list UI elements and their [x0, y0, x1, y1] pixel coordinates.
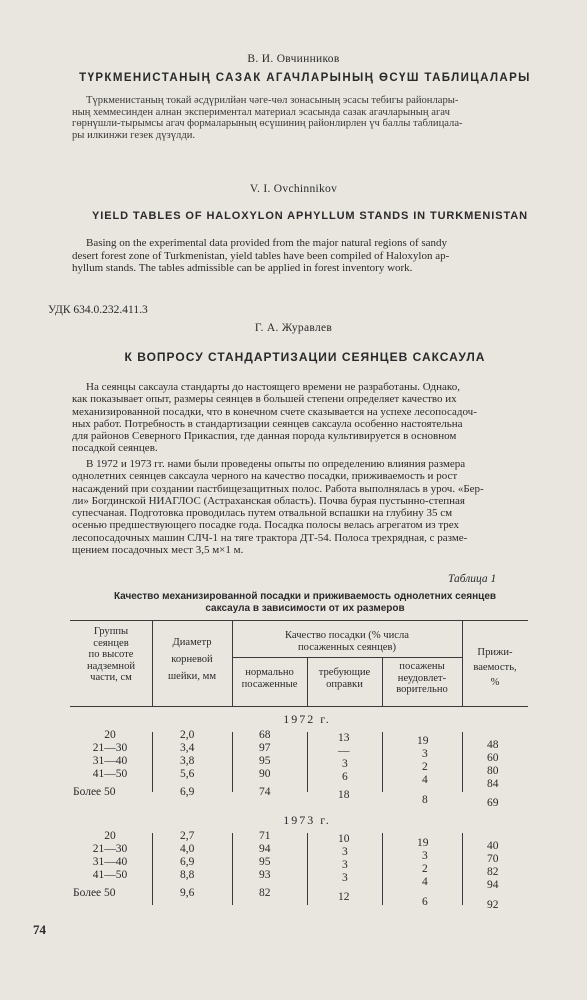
- header-line: оправки: [326, 678, 363, 690]
- table-cell-group: Более 50: [73, 887, 116, 899]
- table-cell-diameter: 3,4: [180, 742, 195, 754]
- table-cell-group: Более 50: [73, 786, 116, 798]
- table-cell-unsatisfactory: 3: [422, 748, 428, 760]
- english-abstract-line: desert forest zone of Turkmenistan, yield tables have been compiled of Haloxylon ap-: [72, 249, 450, 262]
- paragraph-line: как показывает опыт, размеры сеянцев в большей степени определяет качество их: [72, 393, 457, 406]
- block-divider: [382, 732, 383, 792]
- table-cell-group: 20: [104, 830, 116, 842]
- paragraph-line: супесчаная. Подготовка проводилась путем отвальной вспашки на глубину 35 см: [72, 507, 453, 520]
- table-cell-unsatisfactory: 2: [422, 863, 428, 875]
- table-cell-diameter: 5,6: [180, 768, 195, 780]
- table-cell-requiring: 3: [342, 846, 348, 858]
- table-cell-unsatisfactory: 4: [422, 774, 428, 786]
- header-unsatisfactory: [382, 661, 462, 696]
- table-cell-diameter: 9,6: [180, 887, 195, 899]
- header-line: требующие: [318, 667, 371, 678]
- table-cell-requiring: 12: [338, 891, 350, 903]
- block-divider: [462, 833, 463, 905]
- table-cell-unsatisfactory: 8: [422, 794, 428, 806]
- paragraph-line: В 1972 и 1973 гг. нами были проведены опыты по определению влияния размера: [86, 458, 466, 470]
- table-cell-survival: 70: [487, 853, 499, 865]
- table-cell-unsatisfactory: 2: [422, 761, 428, 773]
- table-cell-normal: 94: [259, 843, 271, 855]
- table-cell-group: 21—30: [92, 742, 128, 754]
- table-top-rule: [70, 620, 528, 621]
- english-abstract: [72, 237, 562, 275]
- english-author: V. I. Ovchinnikov: [249, 183, 338, 195]
- table-cell-requiring: 3: [342, 758, 348, 770]
- header-line: посаженные: [241, 678, 298, 690]
- block-divider: [307, 732, 308, 792]
- header-line: посажены: [399, 661, 445, 672]
- turkmen-abstract-line: ры илкинжи гезек дүзүлди.: [72, 129, 196, 141]
- header-line: Качество посадки (% числа: [284, 630, 409, 641]
- header-line: неудовлет-: [397, 672, 447, 684]
- year-heading: 1972 г.: [283, 712, 331, 726]
- paragraph-line: ли» Богдинской НИАГЛОС (Астраханская область). Почва бурая пустынно-степная: [72, 494, 465, 507]
- header-normal: [232, 667, 307, 690]
- table-cell-unsatisfactory: 19: [417, 735, 429, 747]
- turkmen-abstract: [72, 95, 562, 141]
- table-cell-requiring: 10: [338, 833, 350, 845]
- header-requiring: [307, 667, 382, 690]
- english-abstract-line: Basing on the experimental data provided from the major natural regions of sandy: [86, 237, 448, 249]
- header-line: Прижи-: [477, 647, 513, 658]
- table-caption-line: саксаула в зависимости от их размеров: [205, 603, 405, 614]
- header-line: нормально: [245, 667, 294, 678]
- table-cell-normal: 93: [259, 869, 271, 881]
- article-author: Г. А. Журавлев: [254, 322, 333, 334]
- table-cell-survival: 84: [487, 778, 499, 790]
- block-divider: [462, 732, 463, 792]
- table-cell-survival: 82: [487, 866, 499, 878]
- table-cell-diameter: 4,0: [180, 843, 195, 855]
- table-cell-group: 41—50: [92, 768, 128, 780]
- block-divider: [152, 732, 153, 792]
- block-divider: [232, 732, 233, 792]
- paragraph-line: На сеянцы саксаула стандарты до настоящего времени не разработаны. Однако,: [86, 381, 460, 393]
- turkmen-abstract-line: гөрнүшли-тырымсы агач формаларының өсүшиниң районлирлен үч баллы таблицала-: [72, 118, 463, 130]
- header-diameter: [152, 634, 232, 685]
- table-cell-requiring: 13: [338, 732, 350, 744]
- block-divider: [382, 833, 383, 905]
- table-cell-normal: 90: [259, 768, 271, 780]
- paragraph-line: для районов Северного Прикаспия, где данная порода культивируется в основном: [72, 430, 457, 443]
- table-cell-diameter: 2,0: [180, 729, 195, 741]
- paragraph-line: насаждений при создании пастбищезащитных полос. Работа выполнялась в уроч. «Бер-: [72, 482, 484, 495]
- table-caption-line: Качество механизированной посадки и приживаемость однолетних сеянцев: [113, 591, 497, 602]
- paragraph-line: осенью предшествующего посадке года. Посадка полосы велась агрегатом из трех: [72, 519, 460, 532]
- table-cell-diameter: 3,8: [180, 755, 195, 767]
- table-cell-survival: 92: [487, 899, 499, 911]
- block-divider: [152, 833, 153, 905]
- paragraph-line: механизированной посадки, что в конечном счете сказывается на успехе лесопосадоч-: [72, 405, 477, 418]
- table-subheader-rule: [232, 657, 462, 658]
- table-label: Таблица 1: [448, 573, 497, 585]
- table-cell-diameter: 8,8: [180, 869, 195, 881]
- header-quality: [232, 630, 462, 653]
- table-cell-normal: 95: [259, 856, 271, 868]
- udk-code: УДК 634.0.232.411.3: [48, 304, 148, 316]
- table-cell-unsatisfactory: 3: [422, 850, 428, 862]
- header-survival: [462, 645, 528, 690]
- turkmen-author: В. И. Овчинников: [247, 53, 340, 65]
- english-abstract-line: hyllum stands. The tables admissible can be applied in forest inventory work.: [72, 262, 413, 274]
- turkmen-abstract-line: ның хеммесинден алнан экспериментал материал эсасында сазак агачларының агач: [72, 106, 450, 118]
- header-line: Группы: [93, 626, 129, 637]
- header-line: ваемость,: [473, 662, 517, 673]
- page-number: 74: [33, 922, 46, 937]
- table-cell-group: 20: [104, 729, 116, 741]
- table-header-rule: [70, 706, 528, 707]
- header-groups: [70, 626, 152, 684]
- table-cell-diameter: 2,7: [180, 830, 195, 842]
- block-divider: [307, 833, 308, 905]
- header-line: сеянцев: [93, 637, 129, 649]
- table-cell-group: 31—40: [92, 856, 128, 868]
- table-cell-survival: 69: [487, 797, 499, 809]
- table-cell-requiring: 18: [338, 789, 350, 801]
- article-paragraph-2: [72, 458, 560, 556]
- table-cell-unsatisfactory: 19: [417, 837, 429, 849]
- table-cell-normal: 74: [259, 786, 271, 798]
- article-paragraph-1: [72, 381, 560, 455]
- article-title: К ВОПРОСУ СТАНДАРТИЗАЦИИ СЕЯНЦЕВ САКСАУЛА: [124, 350, 486, 364]
- paragraph-line: однолетних сеянцев саксаула черного на качество посадки, приживаемость и рост: [72, 470, 458, 483]
- table-cell-requiring: 3: [342, 859, 348, 871]
- table-caption: [50, 591, 560, 615]
- table-cell-requiring: 3: [342, 872, 348, 884]
- table-cell-group: 21—30: [92, 843, 128, 855]
- table-cell-survival: 48: [487, 739, 499, 751]
- header-line: части, см: [90, 672, 132, 683]
- table-cell-survival: 60: [487, 752, 499, 764]
- table-cell-normal: 68: [259, 729, 271, 741]
- year-heading: 1973 г.: [283, 813, 331, 827]
- paragraph-line: лесопосадочных машин СЛЧ-1 на тяге трактора ДТ-54. Полоса трехрядная, с разме-: [72, 531, 468, 544]
- header-line: %: [490, 677, 500, 688]
- paragraph-line: ных работ. Потребность в стандартизации сеянцев саксаула особенно настоятельна: [72, 417, 463, 430]
- header-line: посаженных сеянцев): [297, 641, 397, 653]
- paragraph-line: щением посадочных мест 3,5 м×1 м.: [72, 544, 244, 557]
- table-cell-survival: 94: [487, 879, 499, 891]
- table-cell-requiring: —: [338, 745, 350, 757]
- table-cell-normal: 97: [259, 742, 271, 754]
- table-cell-survival: 40: [487, 840, 499, 852]
- header-line: корневой: [171, 654, 213, 665]
- turkmen-title: ТҮРКМЕНИСТАНЫҢ САЗАК АГАЧЛАРЫНЫҢ ӨСҮШ ТАБЛИЦАЛАРЫ: [79, 72, 531, 84]
- table-cell-group: 41—50: [92, 869, 128, 881]
- paragraph-line: посадкой сеянцев.: [72, 442, 158, 455]
- table-cell-requiring: 6: [342, 771, 348, 783]
- table-cell-unsatisfactory: 4: [422, 876, 428, 888]
- table-cell-diameter: 6,9: [180, 856, 195, 868]
- table-cell-normal: 95: [259, 755, 271, 767]
- turkmen-abstract-line: Түркменистаның токай әсдүрилйән чәге-чөл зонасының эсасы тебигы районлары-: [86, 95, 459, 106]
- table-cell-group: 31—40: [92, 755, 128, 767]
- table-cell-survival: 80: [487, 765, 499, 777]
- header-line: надземной: [86, 660, 136, 672]
- header-line: Диаметр: [172, 637, 212, 648]
- header-line: по высоте: [88, 649, 134, 660]
- table-cell-normal: 82: [259, 887, 271, 899]
- table-cell-diameter: 6,9: [180, 786, 195, 798]
- header-line: ворительно: [396, 684, 448, 695]
- header-line: шейки, мм: [167, 671, 217, 682]
- table-cell-unsatisfactory: 6: [422, 896, 428, 908]
- english-title: YIELD TABLES OF HALOXYLON APHYLLUM STANDS IN TURKMENISTAN: [92, 210, 528, 222]
- block-divider: [232, 833, 233, 905]
- table-cell-normal: 71: [259, 830, 271, 842]
